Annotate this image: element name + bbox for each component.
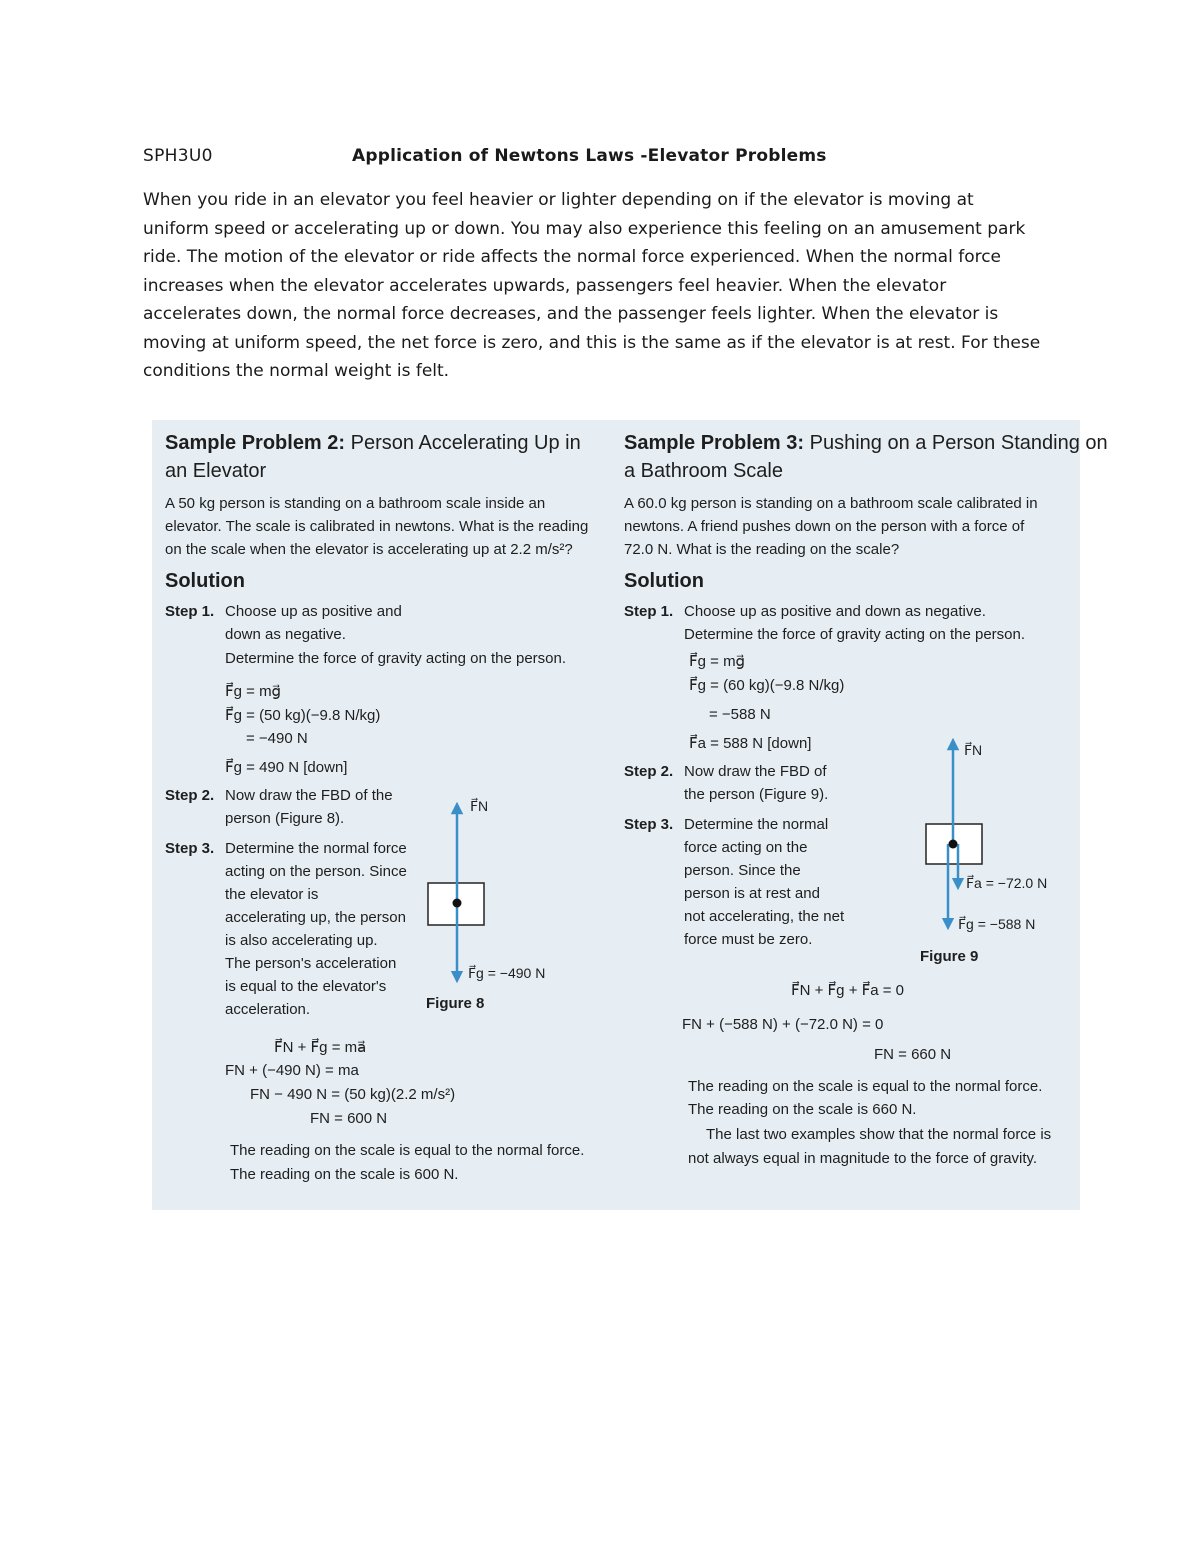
step-text: Determine the normal bbox=[684, 816, 829, 833]
step-text: Determine the normal force bbox=[225, 840, 407, 857]
equation: F⃗g = mg⃗ bbox=[689, 653, 746, 670]
problem-3-statement-line: 72.0 N. What is the reading on the scale? bbox=[624, 541, 900, 558]
figure-8-fg-label: F⃗g = −490 N bbox=[468, 965, 546, 981]
problem-3-step-1-label: Step 1. bbox=[624, 603, 674, 620]
figure-9-fn-label: F⃗N bbox=[964, 742, 983, 758]
problem-2-heading-line-2: an Elevator bbox=[165, 460, 267, 482]
problem-2-statement-line: on the scale when the elevator is accelerating up at 2.2 m/s²? bbox=[165, 541, 573, 558]
figure-9-fa-label: F⃗a = −72.0 N bbox=[966, 875, 1048, 891]
equation: FN + (−490 N) = ma bbox=[225, 1062, 359, 1079]
step-text: down as negative. bbox=[225, 626, 346, 643]
step-text: person. Since the bbox=[684, 862, 801, 879]
problem-2-statement-line: elevator. The scale is calibrated in newtons. What is the reading bbox=[165, 518, 589, 535]
problem-3-statement-line: newtons. A friend pushes down on the person with a force of bbox=[624, 518, 1025, 535]
problem-3-solution-label: Solution bbox=[624, 570, 704, 592]
problem-2-step-2-label: Step 2. bbox=[165, 787, 215, 804]
step-text: is equal to the elevator's bbox=[225, 978, 387, 995]
problem-3-statement-line: A 60.0 kg person is standing on a bathroom scale calibrated in bbox=[624, 495, 1038, 512]
center-dot bbox=[453, 899, 462, 908]
intro-line: ride. The motion of the elevator or ride affects the normal force experienced. When the normal force bbox=[143, 247, 1002, 267]
equation: F⃗g = mg⃗ bbox=[225, 683, 282, 700]
step-text: Determine the force of gravity acting on the person. bbox=[684, 626, 1026, 643]
equation: FN + (−588 N) + (−72.0 N) = 0 bbox=[682, 1016, 884, 1033]
step-text: the person (Figure 9). bbox=[684, 786, 829, 803]
step-text: force acting on the bbox=[684, 839, 808, 856]
problem-3-conclusion-line: The reading on the scale is equal to the normal force. bbox=[688, 1078, 1043, 1095]
step-text: Determine the force of gravity acting on the person. bbox=[225, 650, 567, 667]
problem-3-step-2-label: Step 2. bbox=[624, 763, 674, 780]
equation: F⃗N + F⃗g + F⃗a = 0 bbox=[791, 982, 905, 999]
figure-9-caption: Figure 9 bbox=[920, 948, 979, 965]
equation: F⃗g = (50 kg)(−9.8 N/kg) bbox=[225, 707, 381, 724]
step-text: accelerating up, the person bbox=[225, 909, 406, 926]
problem-3-heading-line-2: a Bathroom Scale bbox=[624, 460, 783, 482]
problem-2-conclusion-line: The reading on the scale is 600 N. bbox=[230, 1166, 459, 1183]
problem-3-conclusion-line: not always equal in magnitude to the force of gravity. bbox=[688, 1150, 1038, 1167]
step-text: person is at rest and bbox=[684, 885, 820, 902]
equation: FN = 600 N bbox=[310, 1110, 388, 1127]
step-text: Choose up as positive and down as negative. bbox=[684, 603, 986, 620]
intro-paragraph bbox=[143, 186, 1073, 386]
step-text: acting on the person. Since bbox=[225, 863, 407, 880]
step-text: not accelerating, the net bbox=[684, 908, 845, 925]
figure-9-fg-label: F⃗g = −588 N bbox=[958, 916, 1036, 932]
problem-2-step-3-label: Step 3. bbox=[165, 840, 215, 857]
problem-3-conclusion-line: The last two examples show that the normal force is bbox=[706, 1126, 1052, 1143]
step-text: The person's acceleration bbox=[225, 955, 397, 972]
problem-2-statement-line: A 50 kg person is standing on a bathroom scale inside an bbox=[165, 495, 546, 512]
problem-2-step-1-label: Step 1. bbox=[165, 603, 215, 620]
step-text: Now draw the FBD of the bbox=[225, 787, 393, 804]
problem-2-heading: Sample Problem 2: Person Accelerating Up in bbox=[165, 432, 581, 454]
equation: FN − 490 N = (50 kg)(2.2 m/s²) bbox=[250, 1086, 456, 1103]
intro-line: accelerates down, the normal force decreases, and the passenger feels lighter. When the elevator is bbox=[143, 304, 999, 324]
intro-line: increases when the elevator accelerates upwards, passengers feel heavier. When the elevator bbox=[143, 275, 947, 296]
step-text: Choose up as positive and bbox=[225, 603, 402, 620]
equation: F⃗g = (60 kg)(−9.8 N/kg) bbox=[689, 677, 845, 694]
equation: F⃗g = 490 N [down] bbox=[225, 759, 348, 776]
intro-line: When you ride in an elevator you feel heavier or lighter depending on if the elevator is moving at bbox=[143, 190, 974, 210]
problem-2-conclusion-line: The reading on the scale is equal to the normal force. bbox=[230, 1142, 585, 1159]
center-dot bbox=[949, 840, 958, 849]
step-text: is also accelerating up. bbox=[225, 932, 378, 949]
step-text: force must be zero. bbox=[684, 931, 813, 948]
document-title: Application of Newtons Laws -Elevator Problems bbox=[352, 146, 827, 166]
equation: F⃗N + F⃗g = ma⃗ bbox=[274, 1039, 367, 1056]
equation: F⃗a = 588 N [down] bbox=[689, 735, 812, 752]
figure-8-caption: Figure 8 bbox=[426, 995, 485, 1012]
problem-3-conclusion-line: The reading on the scale is 660 N. bbox=[688, 1101, 917, 1118]
problem-2-solution-label: Solution bbox=[165, 570, 245, 592]
intro-line: uniform speed or accelerating up or down. You may also experience this feeling on an amusement park bbox=[143, 218, 1026, 239]
step-text: the elevator is bbox=[225, 886, 319, 903]
problem-3-heading: Sample Problem 3: Pushing on a Person Standing on bbox=[624, 432, 1108, 454]
intro-line: conditions the normal weight is felt. bbox=[143, 361, 450, 381]
figure-8-fbd bbox=[428, 808, 484, 977]
step-text: person (Figure 8). bbox=[225, 810, 345, 827]
figure-9-fbd bbox=[926, 744, 982, 924]
equation: = −490 N bbox=[246, 730, 308, 747]
figure-8-fn-label: F⃗N bbox=[470, 798, 489, 814]
equation: FN = 660 N bbox=[874, 1046, 952, 1063]
problem-3-step-3-label: Step 3. bbox=[624, 816, 674, 833]
intro-line: moving at uniform speed, the net force is zero, and this is the same as if the elevator is at rest. For these bbox=[143, 332, 1041, 353]
step-text: acceleration. bbox=[225, 1001, 311, 1018]
course-code: SPH3U0 bbox=[143, 146, 213, 166]
equation: = −588 N bbox=[709, 706, 771, 723]
step-text: Now draw the FBD of bbox=[684, 763, 827, 780]
sample-problems-panel bbox=[152, 420, 1108, 1210]
